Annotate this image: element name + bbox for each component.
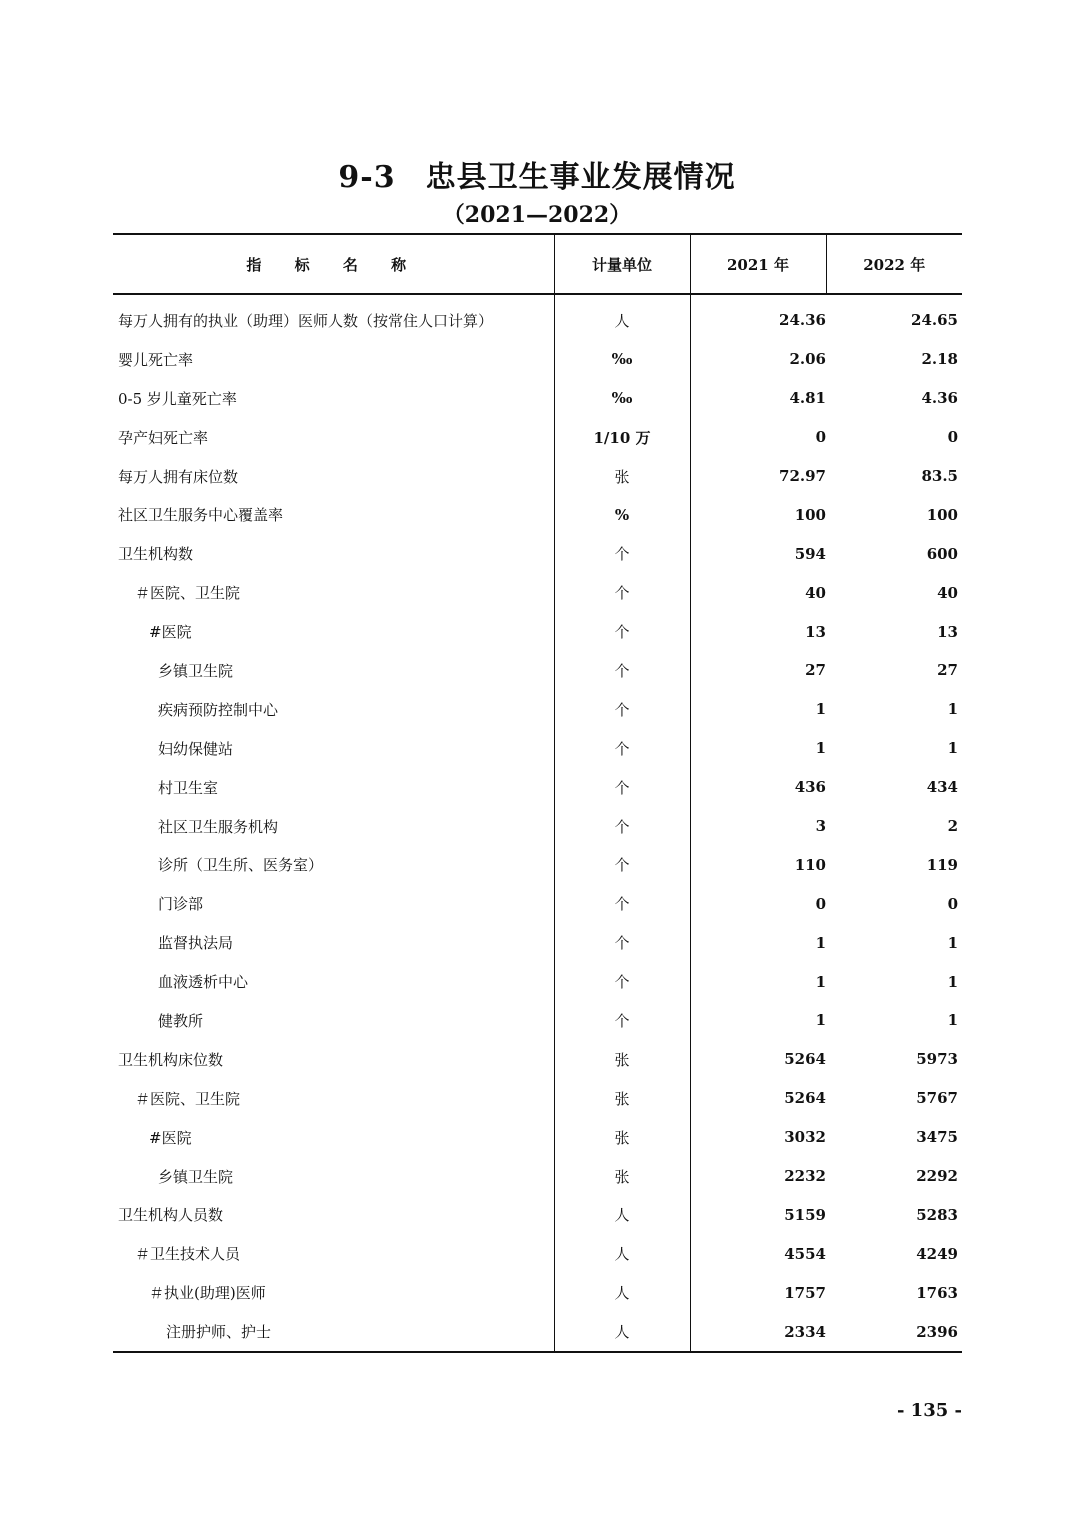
row-value-2021: 5264 <box>784 1089 826 1108</box>
table-row <box>113 340 962 379</box>
table-row <box>113 418 962 457</box>
row-value-2021: 100 <box>794 505 826 524</box>
row-unit: ‰ <box>554 340 690 379</box>
row-indicator-name: 0-5 岁儿童死亡率 <box>113 379 554 418</box>
row-unit: 人 <box>554 1273 690 1312</box>
row-unit: 人 <box>554 1312 690 1352</box>
row-value-2022: 1763 <box>916 1283 958 1302</box>
row-unit: 个 <box>554 845 690 884</box>
row-unit: 1/10 万 <box>554 418 690 457</box>
row-value-2021: 1757 <box>784 1283 826 1302</box>
row-unit: 个 <box>554 807 690 846</box>
row-value-2021: 40 <box>805 583 826 602</box>
row-value-2022: 100 <box>926 505 958 524</box>
row-value-2022: 0 <box>947 894 958 913</box>
row-indicator-name: ＃执业(助理)医师 <box>113 1273 554 1312</box>
row-value-2022: 2396 <box>916 1322 958 1341</box>
row-value-2021: 3 <box>815 817 826 836</box>
row-indicator-name: 卫生机构数 <box>113 534 554 573</box>
table-row <box>113 457 962 496</box>
year-range-subtitle: （2021—2022） <box>442 202 632 228</box>
row-value-2022: 1 <box>947 700 958 719</box>
table-row <box>113 1118 962 1157</box>
row-unit: 个 <box>554 573 690 612</box>
row-indicator-name: ＃卫生技术人员 <box>113 1234 554 1273</box>
row-indicator-name: ＃医院、卫生院 <box>113 1079 554 1118</box>
row-unit: ‰ <box>554 379 690 418</box>
row-unit: 个 <box>554 884 690 923</box>
table-row <box>113 612 962 651</box>
header-indicator-name: 指 标 名 称 <box>113 234 554 294</box>
row-unit: 个 <box>554 729 690 768</box>
table-row <box>113 845 962 884</box>
table-row <box>113 1195 962 1234</box>
row-value-2021: 1 <box>815 739 826 758</box>
row-unit: 个 <box>554 923 690 962</box>
row-value-2021: 13 <box>805 622 826 641</box>
page-number: - 135 - <box>896 1400 962 1421</box>
table-row <box>113 1234 962 1273</box>
row-indicator-name: 婴儿死亡率 <box>113 340 554 379</box>
row-value-2021: 1 <box>815 1011 826 1030</box>
row-value-2022: 1 <box>947 1011 958 1030</box>
row-indicator-name: 每万人拥有的执业（助理）医师人数（按常住人口计算） <box>113 294 554 340</box>
row-value-2021: 2232 <box>784 1167 826 1186</box>
row-value-2021: 4.81 <box>789 389 826 408</box>
table-row <box>113 807 962 846</box>
row-value-2022: 3475 <box>916 1128 958 1147</box>
row-value-2021: 27 <box>805 661 826 680</box>
row-value-2022: 1 <box>947 933 958 952</box>
row-indicator-name: 注册护师、护士 <box>113 1312 554 1352</box>
row-unit: 人 <box>554 294 690 340</box>
row-unit: 个 <box>554 651 690 690</box>
row-value-2021: 2334 <box>784 1322 826 1341</box>
row-value-2021: 1 <box>815 972 826 991</box>
table-row <box>113 1079 962 1118</box>
table-row <box>113 1312 962 1352</box>
row-value-2021: 110 <box>794 855 826 874</box>
table-row <box>113 729 962 768</box>
row-value-2021: 5159 <box>784 1205 826 1224</box>
table-row <box>113 1273 962 1312</box>
row-unit: 张 <box>554 457 690 496</box>
table-row <box>113 690 962 729</box>
row-value-2021: 2.06 <box>789 350 826 369</box>
row-value-2022: 5283 <box>916 1205 958 1224</box>
table-header-row <box>113 234 962 294</box>
row-indicator-name: #医院 <box>113 612 554 651</box>
row-unit: 人 <box>554 1234 690 1273</box>
row-indicator-name: 卫生机构人员数 <box>113 1195 554 1234</box>
row-unit: 人 <box>554 1195 690 1234</box>
table-row <box>113 884 962 923</box>
row-value-2022: 4.36 <box>921 389 958 408</box>
row-indicator-name: 监督执法局 <box>113 923 554 962</box>
health-statistics-table <box>113 233 962 1353</box>
table-row <box>113 768 962 807</box>
row-value-2021: 1 <box>815 933 826 952</box>
row-value-2022: 27 <box>937 661 958 680</box>
table-row <box>113 1157 962 1196</box>
row-value-2021: 4554 <box>784 1244 826 1263</box>
row-indicator-name: 村卫生室 <box>113 768 554 807</box>
row-indicator-name: 卫生机构床位数 <box>113 1040 554 1079</box>
row-value-2022: 4249 <box>916 1244 958 1263</box>
row-indicator-name: #医院 <box>113 1118 554 1157</box>
row-unit: 个 <box>554 690 690 729</box>
row-value-2021: 72.97 <box>779 467 826 485</box>
row-value-2022: 2 <box>947 817 958 836</box>
table-row <box>113 294 962 340</box>
row-value-2021: 24.36 <box>779 311 826 330</box>
row-value-2022: 0 <box>947 428 958 447</box>
row-indicator-name: 健教所 <box>113 1001 554 1040</box>
row-indicator-name: 疾病预防控制中心 <box>113 690 554 729</box>
row-value-2022: 5767 <box>916 1089 958 1108</box>
row-value-2022: 1 <box>947 972 958 991</box>
row-unit: 张 <box>554 1157 690 1196</box>
header-year-2021: 2021 年 <box>690 234 826 294</box>
table-row <box>113 534 962 573</box>
row-indicator-name: 乡镇卫生院 <box>113 1157 554 1196</box>
row-value-2022: 1 <box>947 739 958 758</box>
table-row <box>113 962 962 1001</box>
table-row <box>113 1040 962 1079</box>
row-unit: 张 <box>554 1118 690 1157</box>
row-indicator-name: 妇幼保健站 <box>113 729 554 768</box>
row-value-2021: 436 <box>794 778 826 797</box>
row-value-2022: 40 <box>937 583 958 602</box>
row-value-2021: 1 <box>815 700 826 719</box>
table-body <box>113 294 962 1352</box>
header-unit: 计量单位 <box>554 234 690 294</box>
row-unit: 个 <box>554 612 690 651</box>
row-indicator-name: 血液透析中心 <box>113 962 554 1001</box>
row-unit: 张 <box>554 1079 690 1118</box>
row-indicator-name: 社区卫生服务中心覆盖率 <box>113 495 554 534</box>
row-indicator-name: 乡镇卫生院 <box>113 651 554 690</box>
table-title: 忠县卫生事业发展情况 <box>425 160 736 195</box>
row-value-2022: 5973 <box>916 1050 958 1069</box>
row-indicator-name: 诊所（卫生所、医务室） <box>113 845 554 884</box>
row-unit: 个 <box>554 1001 690 1040</box>
table-row <box>113 495 962 534</box>
row-value-2022: 600 <box>926 544 958 563</box>
table-row <box>113 1001 962 1040</box>
table-row <box>113 573 962 612</box>
row-value-2021: 0 <box>815 894 826 913</box>
table-number: 9-3 <box>338 160 396 195</box>
row-value-2022: 83.5 <box>921 467 958 485</box>
row-value-2022: 434 <box>926 778 958 797</box>
row-value-2021: 5264 <box>784 1050 826 1069</box>
row-value-2022: 2.18 <box>921 350 958 369</box>
row-value-2022: 119 <box>926 855 958 874</box>
row-unit: 张 <box>554 1040 690 1079</box>
row-value-2021: 594 <box>794 544 826 563</box>
row-value-2022: 13 <box>937 622 958 641</box>
header-year-2022: 2022 年 <box>826 234 962 294</box>
row-indicator-name: 门诊部 <box>113 884 554 923</box>
table-row <box>113 379 962 418</box>
row-indicator-name: 社区卫生服务机构 <box>113 807 554 846</box>
row-indicator-name: 每万人拥有床位数 <box>113 457 554 496</box>
row-indicator-name: ＃医院、卫生院 <box>113 573 554 612</box>
row-value-2022: 2292 <box>916 1167 958 1186</box>
row-unit: 个 <box>554 962 690 1001</box>
row-unit: 个 <box>554 768 690 807</box>
row-value-2022: 24.65 <box>911 311 958 330</box>
row-unit: % <box>554 495 690 534</box>
row-value-2021: 0 <box>815 428 826 447</box>
row-indicator-name: 孕产妇死亡率 <box>113 418 554 457</box>
row-value-2021: 3032 <box>784 1128 826 1147</box>
row-unit: 个 <box>554 534 690 573</box>
page-title <box>0 152 1074 196</box>
table-row <box>113 651 962 690</box>
table-row <box>113 923 962 962</box>
